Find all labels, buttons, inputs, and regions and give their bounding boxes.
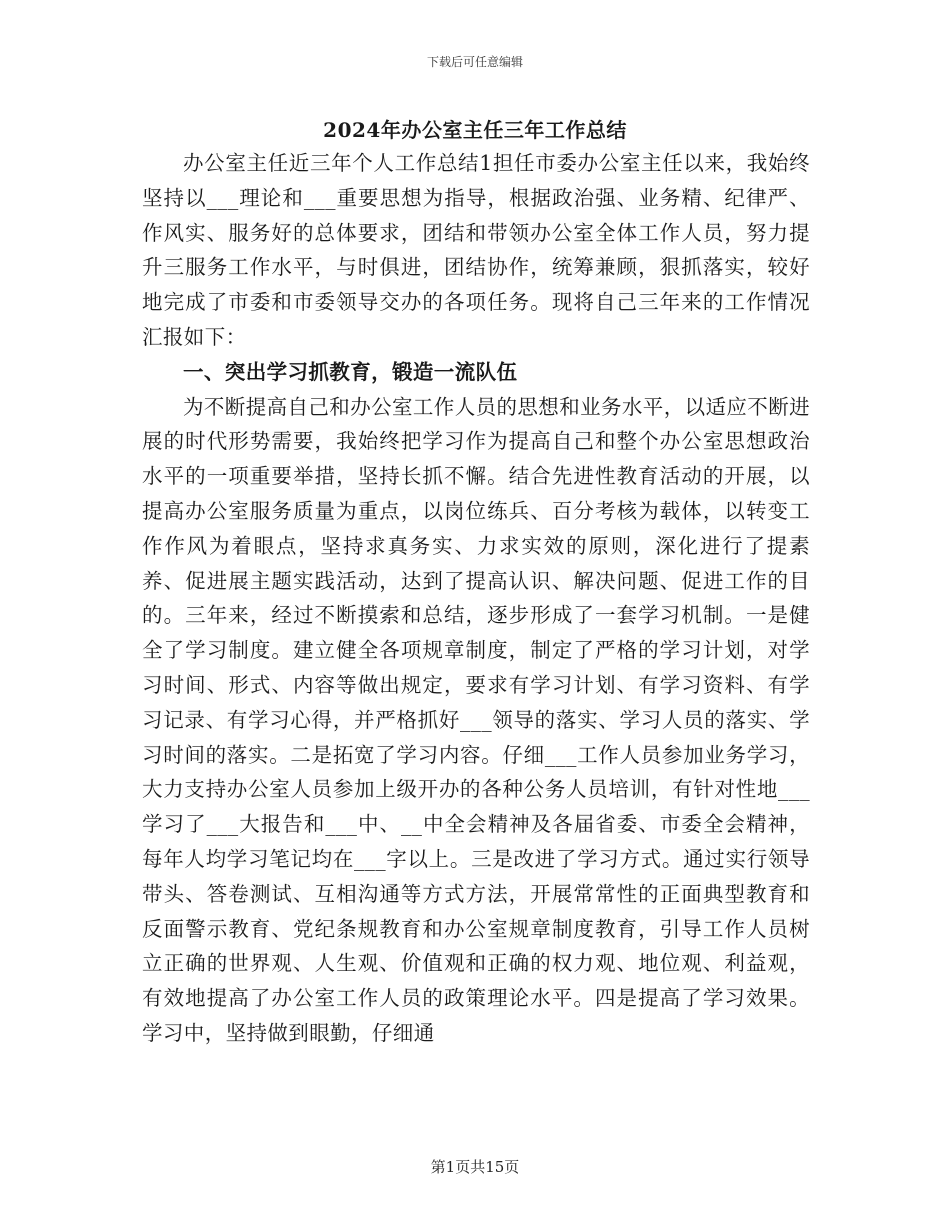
section-heading: 一、突出学习抓教育，锻造一流队伍 [183,359,518,384]
document-body [142,146,810,1051]
document-title: 2024年办公室主任三年工作总结 [323,118,627,142]
intro-paragraph: 办公室主任近三年个人工作总结1担任市委办公室主任以来，我始终坚持以___理论和___重要思想为指导，根据政治强、业务精、纪律严、作风实、服务好的总体要求，团结和带领办公室全体工作人员，努力提升三服务工作水平，与时俱进，团结协作，统筹兼顾，狠抓落实，较好地完成了市委和市委领导交办的各项任务。现将自己三年来的工作情况汇报如下： [142,151,810,349]
body-paragraph: 为不断提高自己和办公室工作人员的思想和业务水平，以适应不断进展的时代形势需要，我始终把学习作为提高自己和整个办公室思想政治水平的一项重要举措，坚持长抓不懈。结合先进性教育活动的开展，以提高办公室服务质量为重点，以岗位练兵、百分考核为载体，以转变工作作风为着眼点，坚持求真务实、力求实效的原则，深化进行了提素养、促进展主题实践活动，达到了提高认识、解决问题、促进工作的目的。三年来，经过不断摸索和总结，逐步形成了一套学习机制。一是健全了学习制度。建立健全各项规章制度，制定了严格的学习计划，对学习时间、形式、内容等做出规定，要求有学习计划、有学习资料、有学习记录、有学习心得，并严格抓好___领导的落实、学习人员的落实、学习时间的落实。二是拓宽了学习内容。仔细___工作人员参加业务学习，大力支持办公室人员参加上级开办的各种公务人员培训，有针对性地___学习了___大报告和___中、__中全会精神及各届省委、市委全会精神，每年人均学习笔记均在___字以上。三是改进了学习方式。通过实行领导带头、答卷测试、互相沟通等方式方法，开展常常性的正面典型教育和反面警示教育、党纪条规教育和办公室规章制度教育，引导工作人员树立正确的世界观、人生观、价值观和正确的权力观、地位观、利益观，有效地提高了办公室工作人员的政策理论水平。四是提高了学习效果。学习中，坚持做到眼勤，仔细通 [142,394,810,1045]
header-note: 下载后可任意编辑 [426,55,523,69]
page-number: 第1页共15页 [430,1158,520,1176]
